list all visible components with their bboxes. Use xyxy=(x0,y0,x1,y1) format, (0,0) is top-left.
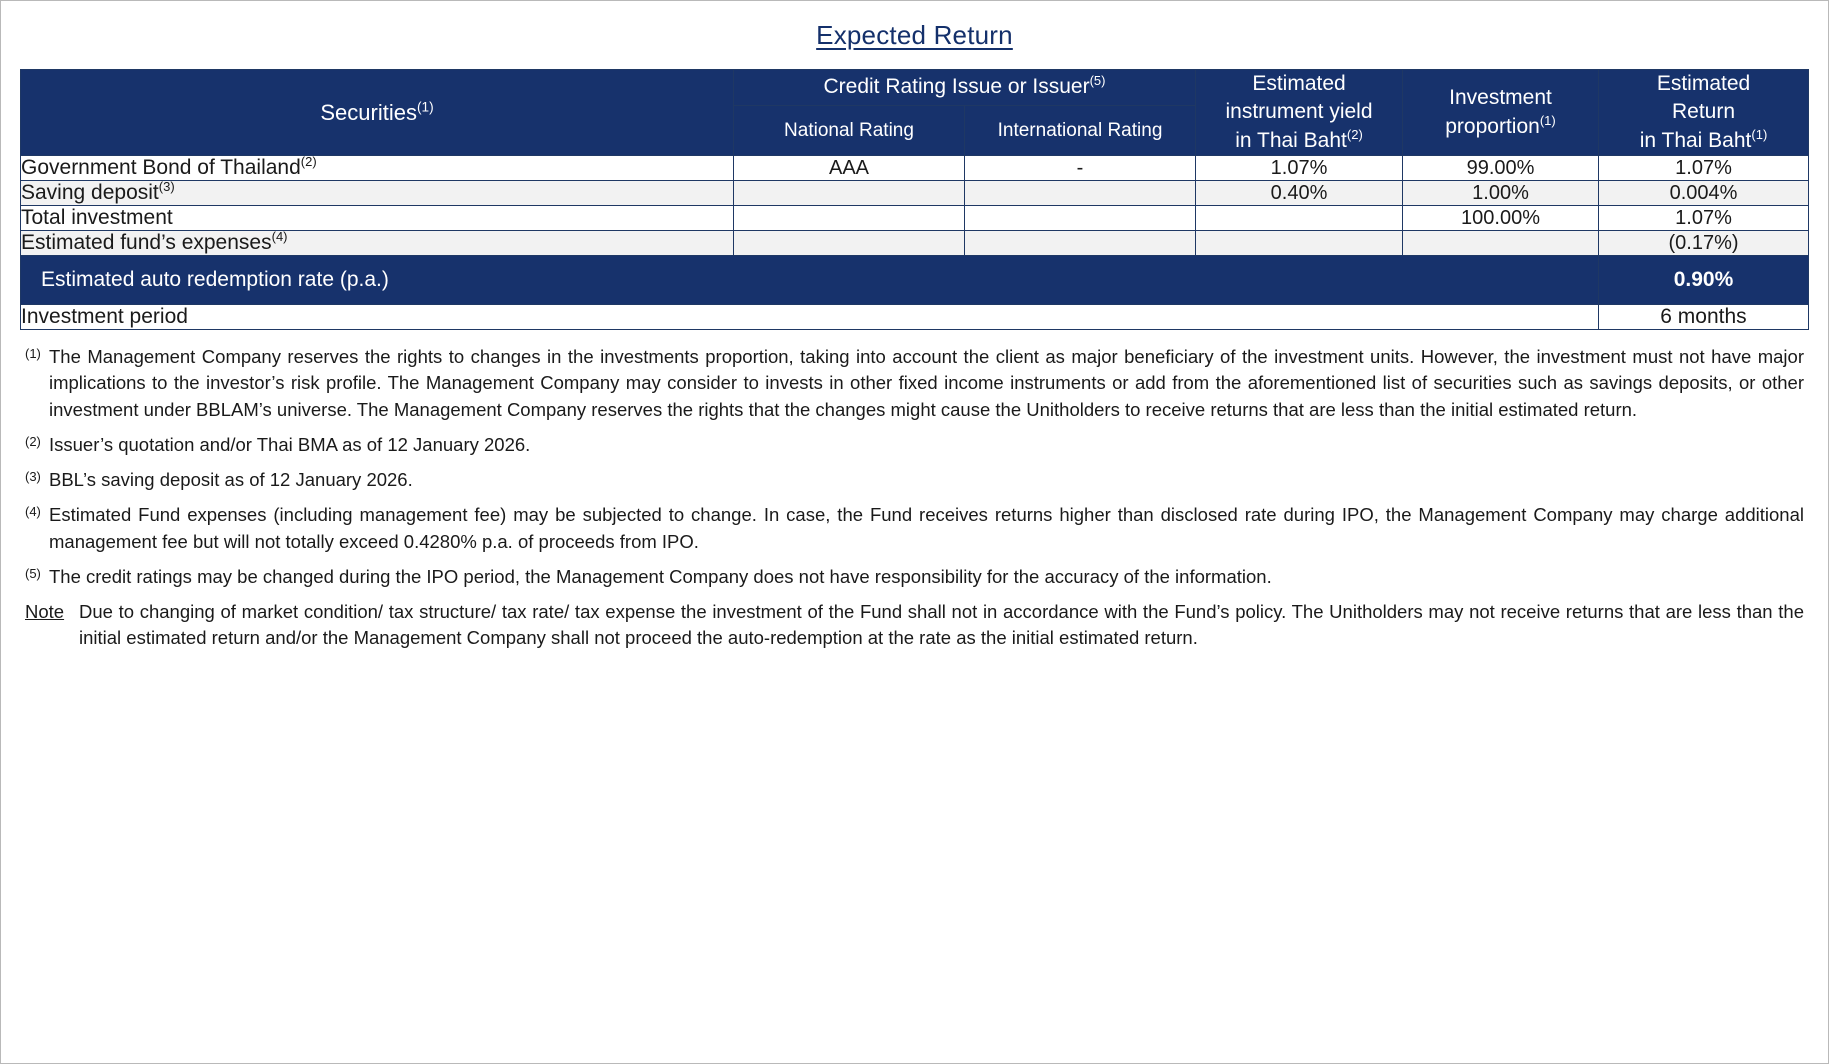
cell-international-rating xyxy=(965,206,1196,231)
footnote-text: BBL’s saving deposit as of 12 January 2026. xyxy=(49,469,413,491)
footnote-text: The Management Company reserves the rights to changes in the investments proportion, taking into account the client as major beneficiary of the investment units. However, the investment must not have major implications to the investor’s risk profile. The Management Company may consider to invests in other fixed income instruments or add from the aforementioned list of securities such as savings deposits, or other investment under BBLAM’s universe. The Management Company reserves the rights that the changes might cause the Unitholders to receive returns that are less than the initial estimated return. xyxy=(49,346,1804,420)
table-row xyxy=(21,181,1809,206)
credit-rating-superscript: (5) xyxy=(1089,73,1106,89)
footnote-marker: (3) xyxy=(25,469,41,485)
cell-proportion: 99.00% xyxy=(1403,156,1599,181)
cell-proportion: 100.00% xyxy=(1403,206,1599,231)
footnote-2 xyxy=(25,432,1804,458)
cell-return: (0.17%) xyxy=(1599,231,1809,256)
est-return-superscript: (1) xyxy=(1751,126,1768,142)
cell-national-rating: AAA xyxy=(734,156,965,181)
cell-return: 1.07% xyxy=(1599,156,1809,181)
footnotes xyxy=(25,344,1804,652)
auto-redemption-value: 0.90% xyxy=(1599,256,1809,305)
cell-national-rating xyxy=(734,231,965,256)
auto-redemption-row xyxy=(21,256,1809,305)
footnote-4 xyxy=(25,502,1804,555)
header-securities: Securities$^{(1)}$ xyxy=(21,70,734,156)
cell-return: 0.004% xyxy=(1599,181,1809,206)
footnote-marker: (4) xyxy=(25,504,41,520)
header-estimated-yield: Estimated instrument yield in Thai Baht$^{(2)}$ xyxy=(1196,70,1403,156)
securities-superscript: (1) xyxy=(416,99,434,115)
row-label: Total investment xyxy=(21,206,734,231)
note-text: Due to changing of market condition/ tax structure/ tax rate/ tax expense the investment of the Fund shall not in accordance with the Fund’s policy. The Unitholders may not receive returns that are less than the initial estimated return and/or the Management Company shall not proceed the auto-redemption at the rate as the initial estimated return. xyxy=(79,601,1804,649)
row-label-superscript: (3) xyxy=(158,179,175,195)
investment-period-row xyxy=(21,305,1809,330)
row-label: Government Bond of Thailand$^{(2)}$ xyxy=(21,156,734,181)
footnote-marker: (1) xyxy=(25,346,41,362)
proportion-superscript: (1) xyxy=(1539,112,1556,128)
table-row xyxy=(21,206,1809,231)
cell-yield xyxy=(1196,206,1403,231)
est-yield-superscript: (2) xyxy=(1346,126,1363,142)
expected-return-table xyxy=(20,69,1809,330)
cell-yield: 1.07% xyxy=(1196,156,1403,181)
row-label: Saving deposit$^{(3)}$ xyxy=(21,181,734,206)
footnote-marker: (5) xyxy=(25,565,41,581)
header-investment-proportion: Investment proportion$^{(1)}$ xyxy=(1403,70,1599,156)
investment-period-value: 6 months xyxy=(1599,305,1809,330)
header-international-rating: International Rating xyxy=(965,106,1196,156)
footnote-3 xyxy=(25,467,1804,493)
cell-return: 1.07% xyxy=(1599,206,1809,231)
row-label-superscript: (4) xyxy=(271,229,288,245)
auto-redemption-label: Estimated auto redemption rate (p.a.) xyxy=(21,256,1599,305)
row-label: Estimated fund’s expenses$^{(4)}$ xyxy=(21,231,734,256)
header-credit-rating: Credit Rating Issue or Issuer$^{(5)}$ xyxy=(734,70,1196,106)
cell-proportion: 1.00% xyxy=(1403,181,1599,206)
footnote-1 xyxy=(25,344,1804,423)
footnote-marker: (2) xyxy=(25,433,41,449)
header-estimated-return: Estimated Return in Thai Baht$^{(1)}$ xyxy=(1599,70,1809,156)
cell-international-rating xyxy=(965,231,1196,256)
footnote-5 xyxy=(25,564,1804,590)
footnote-text: Estimated Fund expenses (including management fee) may be subjected to change. In case, the Fund receives returns higher than disclosed rate during IPO, the Management Company may charge additional management fee but will not totally exceed 0.4280% p.a. of proceeds from IPO. xyxy=(49,504,1804,552)
cell-yield: 0.40% xyxy=(1196,181,1403,206)
header-national-rating: National Rating xyxy=(734,106,965,156)
row-label-superscript: (2) xyxy=(300,154,317,170)
note-marker: Note xyxy=(25,601,65,623)
footnote-text: Issuer’s quotation and/or Thai BMA as of 12 January 2026. xyxy=(49,433,531,455)
cell-yield xyxy=(1196,231,1403,256)
table-row xyxy=(21,156,1809,181)
table-row xyxy=(21,231,1809,256)
footnote-text: The credit ratings may be changed during the IPO period, the Management Company does not have responsibility for the accuracy of the information. xyxy=(49,565,1272,587)
cell-proportion xyxy=(1403,231,1599,256)
cell-national-rating xyxy=(734,181,965,206)
page-title: Expected Return xyxy=(816,20,1013,50)
general-note xyxy=(25,599,1804,652)
cell-national-rating xyxy=(734,206,965,231)
cell-international-rating xyxy=(965,181,1196,206)
table-header-row-1 xyxy=(21,70,1809,106)
investment-period-label: Investment period xyxy=(21,305,1599,330)
cell-international-rating: - xyxy=(965,156,1196,181)
